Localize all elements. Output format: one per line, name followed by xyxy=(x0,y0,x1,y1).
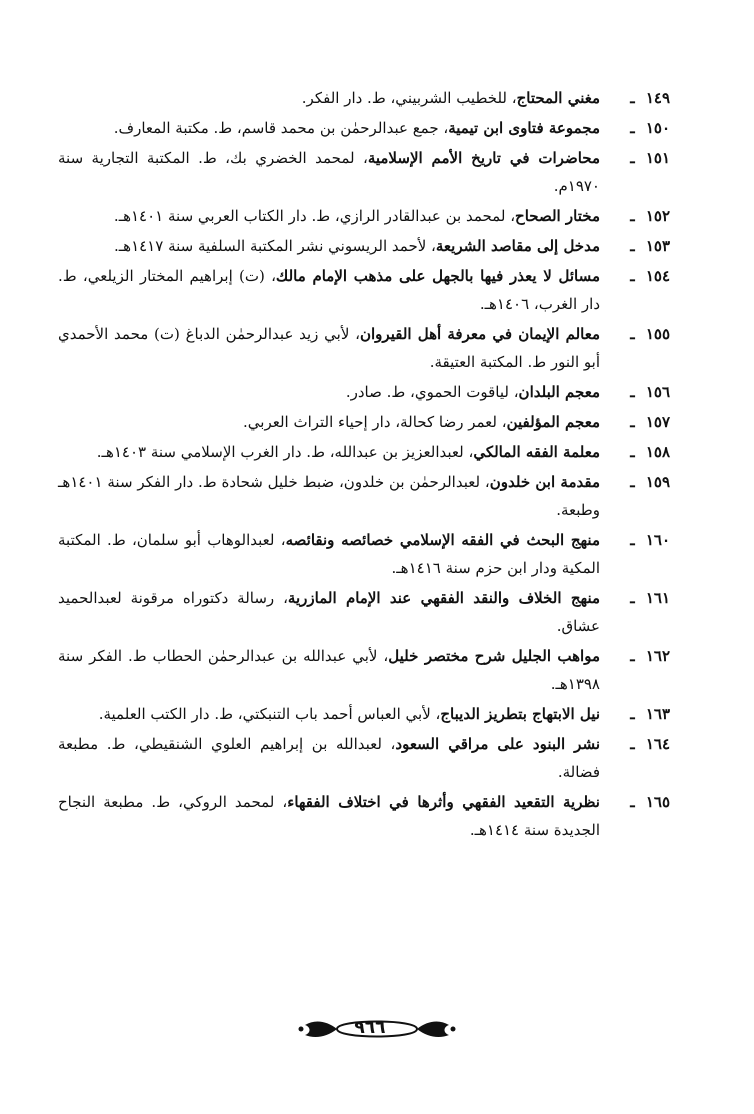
reference-details: ، لمحمد الخضري بك، ط. المكتبة التجارية سنة ١٩٧٠م. xyxy=(58,149,600,195)
reference-number: ١٦٤ ـ xyxy=(630,735,670,753)
reference-item xyxy=(58,114,670,142)
reference-title: محاضرات في تاريخ الأمم الإسلامية xyxy=(367,149,600,167)
reference-title: مختار الصحاح xyxy=(515,207,600,225)
reference-details: ، لأحمد الريسوني نشر المكتبة السلفية سنة ١٤١٧هـ. xyxy=(113,237,436,255)
reference-title: منهج الخلاف والنقد الفقهي عند الإمام المازرية xyxy=(287,589,601,607)
reference-title: نيل الابتهاج بتطريز الديباج xyxy=(440,705,600,723)
reference-details: ، رسالة دكتوراه مرقونة لعبدالحميد عشاق. xyxy=(58,589,600,635)
reference-item xyxy=(58,408,670,436)
reference-number: ١٥٣ ـ xyxy=(630,237,670,255)
reference-number: ١٦٢ ـ xyxy=(630,647,670,665)
reference-item xyxy=(58,378,670,406)
reference-details: ، لعمر رضا كحالة، دار إحياء التراث العربي. xyxy=(243,413,507,431)
reference-details: ، لمحمد بن عبدالقادر الرازي، ط. دار الكتاب العربي سنة ١٤٠١هـ. xyxy=(113,207,516,225)
reference-title: مجموعة فتاوى ابن تيمية xyxy=(448,119,600,137)
reference-item xyxy=(58,202,670,230)
reference-details: ، لعبدالوهاب أبو سلمان، ط. المكتبة المكية ودار ابن حزم سنة ١٤١٦هـ. xyxy=(58,531,600,577)
reference-details: ، جمع عبدالرحمٰن بن محمد قاسم، ط. مكتبة المعارف. xyxy=(113,119,449,137)
reference-item xyxy=(58,700,670,728)
reference-number: ١٦٠ ـ xyxy=(630,531,670,549)
reference-number: ١٥٨ ـ xyxy=(630,443,670,461)
reference-item xyxy=(58,584,670,640)
reference-details: ، للخطيب الشربيني، ط. دار الفكر. xyxy=(301,89,517,107)
reference-number: ١٥٧ ـ xyxy=(630,413,670,431)
page-footer xyxy=(0,1009,754,1049)
reference-number: ١٥٢ ـ xyxy=(630,207,670,225)
reference-number: ١٥٥ ـ xyxy=(630,325,670,343)
reference-title: مقدمة ابن خلدون xyxy=(489,473,601,491)
reference-details: ، لأبي زيد عبدالرحمٰن الدباغ (ت) محمد الأحمدي أبو النور ط. المكتبة العتيقة. xyxy=(58,325,600,371)
reference-item xyxy=(58,788,670,844)
reference-item xyxy=(58,730,670,786)
reference-title: منهج البحث في الفقه الإسلامي خصائصه ونقائصه xyxy=(285,531,600,549)
reference-item xyxy=(58,144,670,200)
reference-item xyxy=(58,526,670,582)
reference-number: ١٥٩ ـ xyxy=(630,473,670,491)
reference-number: ١٥٠ ـ xyxy=(630,119,670,137)
reference-number: ١٦٣ ـ xyxy=(630,705,670,723)
page-number: ٩٦٦ xyxy=(354,1018,386,1038)
reference-title: معالم الإيمان في معرفة أهل القيروان xyxy=(360,325,600,343)
reference-item xyxy=(58,642,670,698)
reference-details: ، لياقوت الحموي، ط. صادر. xyxy=(345,383,519,401)
reference-title: معجم المؤلفين xyxy=(506,413,600,431)
reference-number: ١٥١ ـ xyxy=(630,149,670,167)
reference-title: نشر البنود على مراقي السعود xyxy=(395,735,600,753)
reference-item xyxy=(58,320,670,376)
reference-title: معجم البلدان xyxy=(518,383,600,401)
reference-details: ، لعبدالله بن إبراهيم العلوي الشنقيطي، ط. مطبعة فضالة. xyxy=(58,735,600,781)
reference-title: نظرية التقعيد الفقهي وأثرها في اختلاف الفقهاء xyxy=(287,793,600,811)
reference-number: ١٥٤ ـ xyxy=(630,267,670,285)
reference-number: ١٦٥ ـ xyxy=(630,793,670,811)
reference-number: ١٦١ ـ xyxy=(630,589,670,607)
reference-item xyxy=(58,468,670,524)
reference-item xyxy=(58,262,670,318)
reference-number: ١٤٩ ـ xyxy=(630,89,670,107)
reference-item xyxy=(58,232,670,260)
reference-title: مسائل لا يعذر فيها بالجهل على مذهب الإمام مالك xyxy=(275,267,600,285)
reference-details: ، لمحمد الروكي، ط. مطبعة النجاح الجديدة سنة ١٤١٤هـ. xyxy=(58,793,600,839)
reference-number: ١٥٦ ـ xyxy=(630,383,670,401)
reference-details: ، لعبدالعزيز بن عبدالله، ط. دار الغرب الإسلامي سنة ١٤٠٣هـ. xyxy=(96,443,474,461)
reference-details: ، (ت) إبراهيم المختار الزيلعي، ط. دار الغرب، ١٤٠٦هـ. xyxy=(58,267,600,313)
reference-item xyxy=(58,84,670,112)
reference-item xyxy=(58,438,670,466)
reference-details: ، لعبدالرحمٰن بن خلدون، ضبط خليل شحادة ط. دار الفكر سنة ١٤٠١هـ وطبعة. xyxy=(58,473,600,519)
reference-list xyxy=(58,84,670,846)
reference-title: مغني المحتاج xyxy=(516,89,600,107)
reference-title: مدخل إلى مقاصد الشريعة xyxy=(435,237,600,255)
reference-details: ، لأبي عبدالله بن عبدالرحمٰن الحطاب ط. الفكر سنة ١٣٩٨هـ. xyxy=(58,647,600,693)
reference-details: ، لأبي العباس أحمد باب التنبكتي، ط. دار الكتب العلمية. xyxy=(98,705,441,723)
reference-title: معلمة الفقه المالكي xyxy=(473,443,600,461)
reference-title: مواهب الجليل شرح مختصر خليل xyxy=(388,647,600,665)
